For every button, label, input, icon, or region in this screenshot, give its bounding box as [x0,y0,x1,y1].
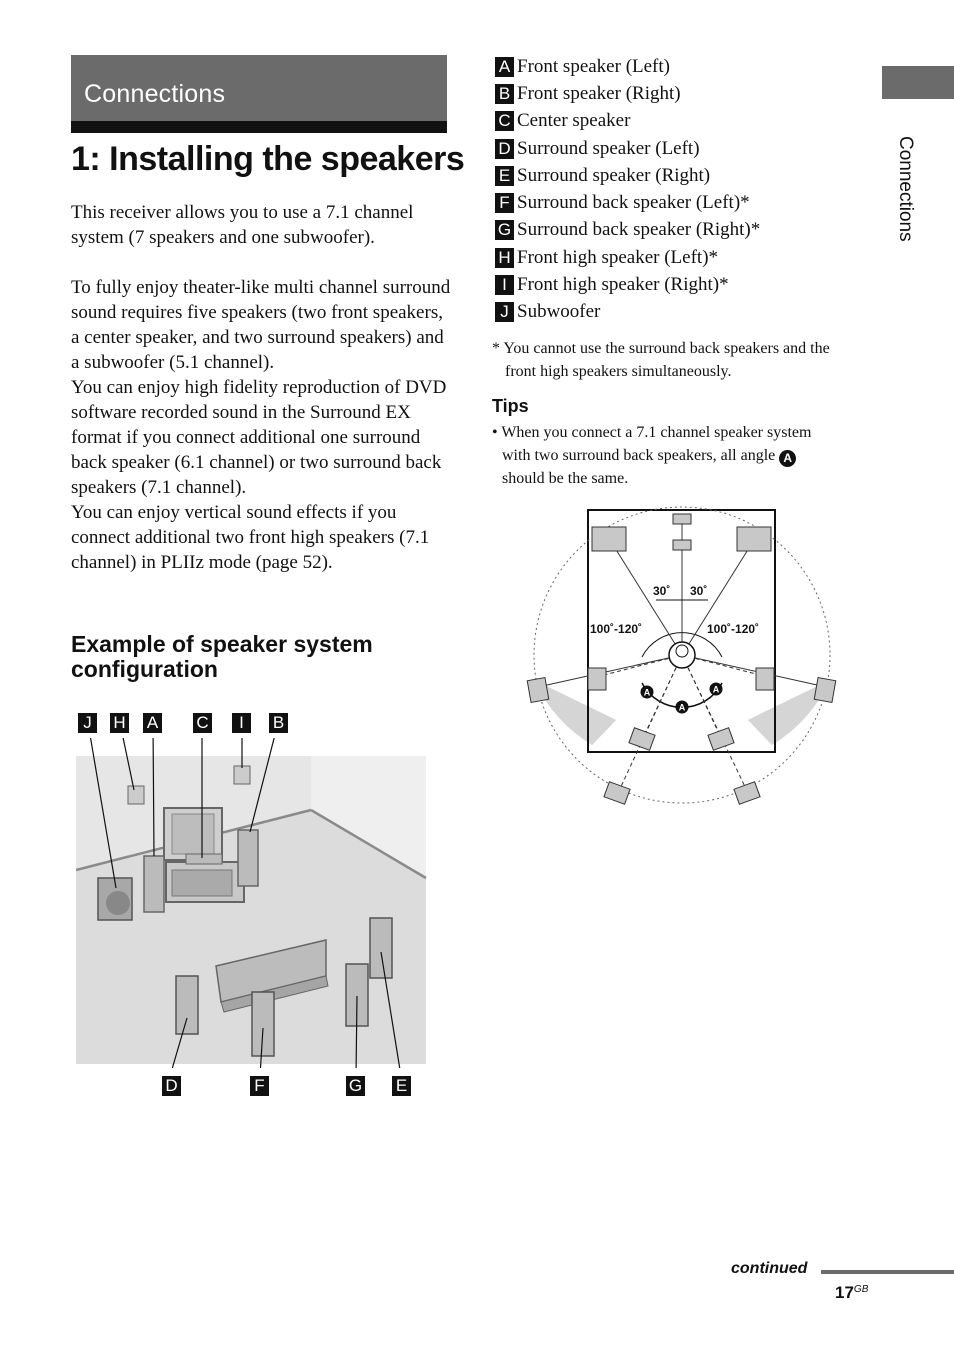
legend-text: Subwoofer [517,301,601,323]
side-tab [882,66,954,99]
room-label-h: H [110,713,129,733]
room-label-i: I [232,713,251,733]
room-label-e: E [392,1076,411,1096]
body-paragraph-3: You can enjoy vertical sound effects if you connect additional two front high speakers (7.1 channel) in PLIIz mode (page 52). [71,502,430,573]
tips-line-2: with two surround back speakers, all angle [502,447,776,464]
legend-key: G [495,220,514,240]
tips-heading: Tips [492,396,529,416]
angle-mark-right: A [712,684,720,695]
angle-30-right: 30˚ [690,584,708,598]
room-label-f: F [250,1076,269,1096]
angle-a-badge: A [779,450,796,467]
banner-rule [71,121,447,133]
room-label-g: G [346,1076,365,1096]
room-label-c: C [193,713,212,733]
legend-text: Surround back speaker (Right)* [517,219,761,241]
angle-100-120-left: 100˚-120˚ [590,622,643,636]
legend-text: Front speaker (Right) [517,82,681,104]
legend-item [495,135,875,162]
legend-text: Surround speaker (Left) [517,137,700,159]
body-paragraph-2: You can enjoy high fidelity reproduction of DVD software recorded sound in the Surround EX format if you connect additional one surround back speaker (6.1 channel) or two surround back speakers (7.1 channel). [71,377,447,498]
legend-item [495,108,875,135]
legend-text: Front high speaker (Right)* [517,274,729,296]
page-number: $17^{GB}$ [835,1283,869,1302]
legend-item [495,244,875,271]
legend-item [495,217,875,244]
room-label-j: J [78,713,97,733]
tips-bullet: • [492,424,498,441]
legend-item [495,189,875,216]
continued-label: continued [731,1260,808,1277]
example-heading: Example of speaker system configuration [71,631,373,682]
footnote-mark: * [492,340,500,357]
legend-text: Surround back speaker (Left)* [517,192,750,214]
tips-line-3: should be the same. [502,470,629,487]
section-title: Connections [84,80,226,108]
legend-key: A [495,57,514,77]
legend-item [495,271,875,298]
side-tab-label: Connections [895,136,916,242]
body-paragraphs [71,275,451,575]
legend-item [495,53,875,80]
tips-line-1: When you connect a 7.1 channel speaker system [501,424,812,441]
page-title: 1: Installing the speakers [71,140,465,178]
footnote-text-2: front high speakers simultaneously. [505,363,732,380]
legend-text: Surround speaker (Right) [517,164,711,186]
tips-body [492,421,872,490]
legend-item [495,299,875,326]
angle-mark-left: A [643,687,651,698]
angle-30-left: 30˚ [653,584,671,598]
speaker-legend [495,53,875,326]
speaker-angle-diagram [524,505,840,815]
legend-key: J [495,302,514,322]
legend-key: I [495,275,514,295]
legend-item [495,162,875,189]
legend-item [495,80,875,107]
legend-key: B [495,84,514,104]
room-illustration [76,738,428,1068]
footnote-text-1: You cannot use the surround back speakers and the [503,340,830,357]
page-suffix: GB [853,1284,869,1295]
legend-key: E [495,166,514,186]
intro-paragraph: This receiver allows you to use a 7.1 channel system (7 speakers and one subwoofer). [71,202,414,248]
footnote [492,337,882,383]
body-paragraph-1: To fully enjoy theater-like multi channel surround sound requires five speakers (two front speakers, a center speaker, and two surround speakers) and a subwoofer (5.1 channel). [71,277,451,373]
room-label-d: D [162,1076,181,1096]
legend-text: Front speaker (Left) [517,55,670,77]
angle-100-120-right: 100˚-120˚ [707,622,760,636]
room-label-b: B [269,713,288,733]
legend-key: H [495,248,514,268]
legend-text: Front high speaker (Left)* [517,246,719,268]
angle-mark-center: A [678,702,686,713]
legend-key: D [495,139,514,159]
legend-text: Center speaker [517,110,631,132]
continued-bar [821,1270,954,1274]
room-label-a: A [143,713,162,733]
legend-key: F [495,193,514,213]
legend-key: C [495,111,514,131]
